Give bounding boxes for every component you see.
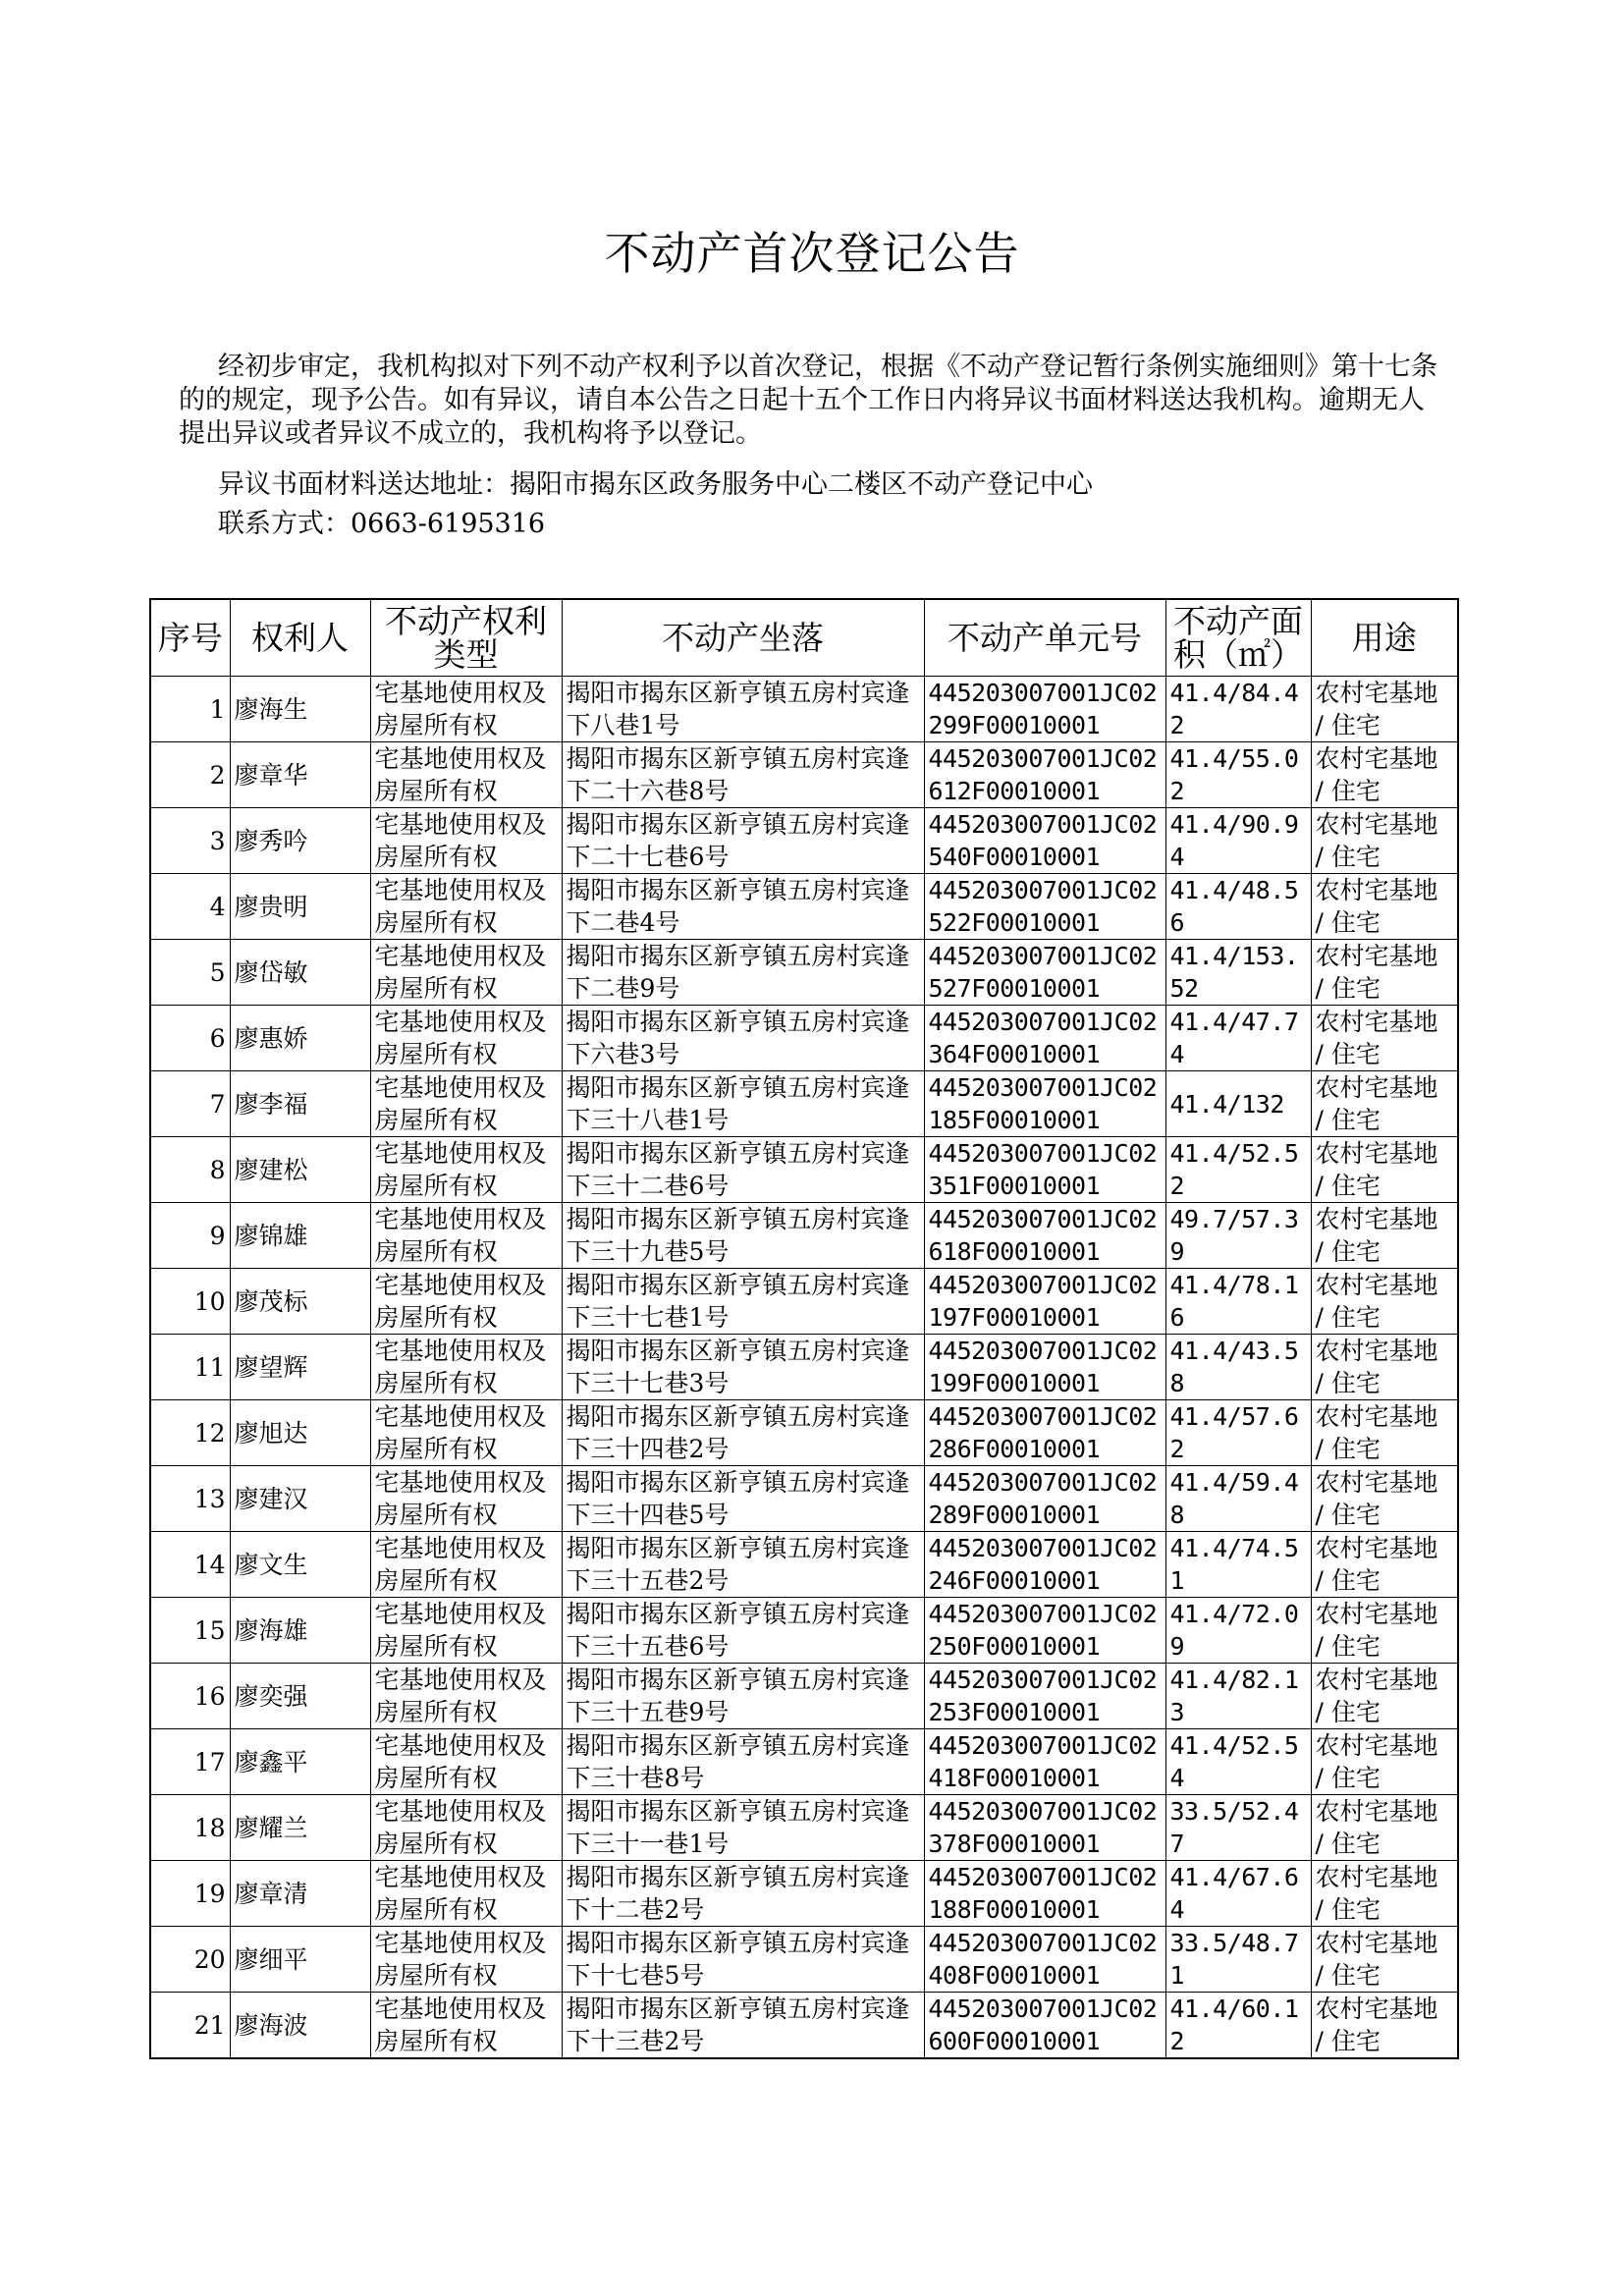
row-owner: 廖耀兰: [230, 1795, 370, 1861]
row-owner: 廖秀吟: [230, 808, 370, 874]
row-seq: 20: [150, 1927, 230, 1993]
row-owner: 廖章华: [230, 742, 370, 808]
row-seq: 18: [150, 1795, 230, 1861]
row-use: 农村宅基地 / 住宅: [1311, 1861, 1458, 1927]
row-right-type: 宅基地使用权及房屋所有权: [370, 1269, 562, 1335]
row-area: 41.4/90.94: [1165, 808, 1311, 874]
row-unit-number: 445203007001JC02246F00010001: [924, 1532, 1165, 1598]
table-row: [150, 1532, 1458, 1598]
row-location: 揭阳市揭东区新亨镇五房村宾逢下三十四巷2号: [562, 1400, 924, 1466]
table-row: [150, 742, 1458, 808]
row-seq: 3: [150, 808, 230, 874]
row-unit-number: 445203007001JC02351F00010001: [924, 1137, 1165, 1203]
row-unit-number: 445203007001JC02250F00010001: [924, 1598, 1165, 1664]
row-right-type: 宅基地使用权及房屋所有权: [370, 1466, 562, 1532]
table-row: [150, 1598, 1458, 1664]
row-right-type: 宅基地使用权及房屋所有权: [370, 677, 562, 742]
row-seq: 6: [150, 1006, 230, 1071]
row-unit-number: 445203007001JC02289F00010001: [924, 1466, 1165, 1532]
row-unit-number: 445203007001JC02378F00010001: [924, 1795, 1165, 1861]
row-area: 41.4/48.56: [1165, 874, 1311, 940]
notice-paragraph: 经初步审定，我机构拟对下列不动产权利予以首次登记，根据《不动产登记暂行条例实施细则》第十七条的的规定，现予公告。如有异议，请自本公告之日起十五个工作日内将异议书面材料送达我机构。逾期无人提出异议或者异议不成立的，我机构将予以登记。: [179, 352, 1437, 449]
row-location: 揭阳市揭东区新亨镇五房村宾逢下三十七巷3号: [562, 1335, 924, 1400]
row-use: 农村宅基地 / 住宅: [1311, 1598, 1458, 1664]
row-use: 农村宅基地 / 住宅: [1311, 940, 1458, 1006]
row-right-type: 宅基地使用权及房屋所有权: [370, 1927, 562, 1993]
row-use: 农村宅基地 / 住宅: [1311, 1335, 1458, 1400]
row-use: 农村宅基地 / 住宅: [1311, 1466, 1458, 1532]
row-unit-number: 445203007001JC02364F00010001: [924, 1006, 1165, 1071]
row-area: 41.4/59.48: [1165, 1466, 1311, 1532]
row-area: 41.4/84.42: [1165, 677, 1311, 742]
row-location: 揭阳市揭东区新亨镇五房村宾逢下三十五巷6号: [562, 1598, 924, 1664]
row-owner: 廖建松: [230, 1137, 370, 1203]
row-unit-number: 445203007001JC02199F00010001: [924, 1335, 1165, 1400]
row-unit-number: 445203007001JC02522F00010001: [924, 874, 1165, 940]
row-location: 揭阳市揭东区新亨镇五房村宾逢下三十七巷1号: [562, 1269, 924, 1335]
row-location: 揭阳市揭东区新亨镇五房村宾逢下三十五巷2号: [562, 1532, 924, 1598]
page-title: 不动产首次登记公告: [604, 227, 1020, 280]
row-use: 农村宅基地 / 住宅: [1311, 677, 1458, 742]
table-row: [150, 808, 1458, 874]
row-unit-number: 445203007001JC02540F00010001: [924, 808, 1165, 874]
table-row: [150, 1335, 1458, 1400]
row-unit-number: 445203007001JC02197F00010001: [924, 1269, 1165, 1335]
row-use: 农村宅基地 / 住宅: [1311, 1927, 1458, 1993]
row-right-type: 宅基地使用权及房屋所有权: [370, 742, 562, 808]
row-area: 41.4/82.13: [1165, 1664, 1311, 1729]
row-use: 农村宅基地 / 住宅: [1311, 742, 1458, 808]
row-right-type: 宅基地使用权及房屋所有权: [370, 1795, 562, 1861]
table-header-row: [150, 599, 1458, 677]
row-area: 41.4/67.64: [1165, 1861, 1311, 1927]
row-area: 41.4/43.58: [1165, 1335, 1311, 1400]
table-row: [150, 1861, 1458, 1927]
row-area: 41.4/74.51: [1165, 1532, 1311, 1598]
row-seq: 12: [150, 1400, 230, 1466]
row-use: 农村宅基地 / 住宅: [1311, 1729, 1458, 1795]
row-owner: 廖旭达: [230, 1400, 370, 1466]
header-use: 用途: [1311, 599, 1458, 677]
table-row: [150, 1400, 1458, 1466]
row-seq: 15: [150, 1598, 230, 1664]
row-area: 41.4/78.16: [1165, 1269, 1311, 1335]
table-row: [150, 1466, 1458, 1532]
row-owner: 廖文生: [230, 1532, 370, 1598]
row-location: 揭阳市揭东区新亨镇五房村宾逢下八巷1号: [562, 677, 924, 742]
contact-info: 联系方式：0663-6195316: [218, 509, 546, 539]
row-unit-number: 445203007001JC02527F00010001: [924, 940, 1165, 1006]
row-use: 农村宅基地 / 住宅: [1311, 1532, 1458, 1598]
row-owner: 廖望辉: [230, 1335, 370, 1400]
row-use: 农村宅基地 / 住宅: [1311, 1006, 1458, 1071]
row-right-type: 宅基地使用权及房屋所有权: [370, 1071, 562, 1137]
row-owner: 廖海生: [230, 677, 370, 742]
table-row: [150, 1203, 1458, 1269]
row-location: 揭阳市揭东区新亨镇五房村宾逢下二巷9号: [562, 940, 924, 1006]
row-location: 揭阳市揭东区新亨镇五房村宾逢下三十四巷5号: [562, 1466, 924, 1532]
table-row: [150, 1664, 1458, 1729]
row-owner: 廖海波: [230, 1993, 370, 2059]
row-use: 农村宅基地 / 住宅: [1311, 1400, 1458, 1466]
row-area: 41.4/132: [1165, 1071, 1311, 1137]
table-row: [150, 1071, 1458, 1137]
row-seq: 11: [150, 1335, 230, 1400]
row-location: 揭阳市揭东区新亨镇五房村宾逢下十三巷2号: [562, 1993, 924, 2059]
row-area: 41.4/52.54: [1165, 1729, 1311, 1795]
row-right-type: 宅基地使用权及房屋所有权: [370, 808, 562, 874]
row-owner: 廖惠娇: [230, 1006, 370, 1071]
row-location: 揭阳市揭东区新亨镇五房村宾逢下三十九巷5号: [562, 1203, 924, 1269]
row-location: 揭阳市揭东区新亨镇五房村宾逢下十二巷2号: [562, 1861, 924, 1927]
row-seq: 13: [150, 1466, 230, 1532]
objection-address: 异议书面材料送达地址：揭阳市揭东区政务服务中心二楼区不动产登记中心: [218, 469, 1093, 500]
row-area: 33.5/52.47: [1165, 1795, 1311, 1861]
row-unit-number: 445203007001JC02618F00010001: [924, 1203, 1165, 1269]
row-unit-number: 445203007001JC02418F00010001: [924, 1729, 1165, 1795]
row-location: 揭阳市揭东区新亨镇五房村宾逢下三十五巷9号: [562, 1664, 924, 1729]
row-right-type: 宅基地使用权及房屋所有权: [370, 1729, 562, 1795]
table-row: [150, 1795, 1458, 1861]
row-use: 农村宅基地 / 住宅: [1311, 1269, 1458, 1335]
row-seq: 4: [150, 874, 230, 940]
row-use: 农村宅基地 / 住宅: [1311, 1071, 1458, 1137]
row-right-type: 宅基地使用权及房屋所有权: [370, 874, 562, 940]
row-owner: 廖海雄: [230, 1598, 370, 1664]
row-area: 41.4/57.62: [1165, 1400, 1311, 1466]
header-right-type: 不动产权利类型: [370, 599, 562, 677]
row-unit-number: 445203007001JC02253F00010001: [924, 1664, 1165, 1729]
row-seq: 14: [150, 1532, 230, 1598]
row-owner: 廖茂标: [230, 1269, 370, 1335]
row-use: 农村宅基地 / 住宅: [1311, 1664, 1458, 1729]
table-row: [150, 1927, 1458, 1993]
registration-table: [149, 598, 1459, 2059]
row-owner: 廖章清: [230, 1861, 370, 1927]
row-seq: 5: [150, 940, 230, 1006]
header-owner: 权利人: [230, 599, 370, 677]
row-right-type: 宅基地使用权及房屋所有权: [370, 1664, 562, 1729]
row-right-type: 宅基地使用权及房屋所有权: [370, 1006, 562, 1071]
row-seq: 19: [150, 1861, 230, 1927]
header-unit-number: 不动产单元号: [924, 599, 1165, 677]
row-area: 41.4/55.02: [1165, 742, 1311, 808]
row-owner: 廖建汉: [230, 1466, 370, 1532]
row-use: 农村宅基地 / 住宅: [1311, 1993, 1458, 2059]
row-right-type: 宅基地使用权及房屋所有权: [370, 1532, 562, 1598]
row-owner: 廖李福: [230, 1071, 370, 1137]
table-row: [150, 1006, 1458, 1071]
table-row: [150, 1993, 1458, 2059]
row-seq: 10: [150, 1269, 230, 1335]
row-area: 41.4/72.09: [1165, 1598, 1311, 1664]
header-area: 不动产面积（㎡）: [1165, 599, 1311, 677]
row-location: 揭阳市揭东区新亨镇五房村宾逢下三十八巷1号: [562, 1071, 924, 1137]
row-location: 揭阳市揭东区新亨镇五房村宾逢下三十一巷1号: [562, 1795, 924, 1861]
row-use: 农村宅基地 / 住宅: [1311, 1137, 1458, 1203]
row-use: 农村宅基地 / 住宅: [1311, 874, 1458, 940]
table-row: [150, 677, 1458, 742]
row-owner: 廖鑫平: [230, 1729, 370, 1795]
row-area: 41.4/47.74: [1165, 1006, 1311, 1071]
row-area: 41.4/52.52: [1165, 1137, 1311, 1203]
row-use: 农村宅基地 / 住宅: [1311, 808, 1458, 874]
row-seq: 17: [150, 1729, 230, 1795]
row-owner: 廖贵明: [230, 874, 370, 940]
row-seq: 16: [150, 1664, 230, 1729]
row-location: 揭阳市揭东区新亨镇五房村宾逢下二十七巷6号: [562, 808, 924, 874]
table-row: [150, 874, 1458, 940]
row-owner: 廖岱敏: [230, 940, 370, 1006]
header-seq: 序号: [150, 599, 230, 677]
table-row: [150, 1269, 1458, 1335]
row-right-type: 宅基地使用权及房屋所有权: [370, 1598, 562, 1664]
row-owner: 廖锦雄: [230, 1203, 370, 1269]
row-right-type: 宅基地使用权及房屋所有权: [370, 1203, 562, 1269]
row-unit-number: 445203007001JC02299F00010001: [924, 677, 1165, 742]
row-unit-number: 445203007001JC02600F00010001: [924, 1993, 1165, 2059]
row-use: 农村宅基地 / 住宅: [1311, 1795, 1458, 1861]
header-location: 不动产坐落: [562, 599, 924, 677]
row-right-type: 宅基地使用权及房屋所有权: [370, 1400, 562, 1466]
row-area: 41.4/153.52: [1165, 940, 1311, 1006]
row-seq: 7: [150, 1071, 230, 1137]
row-owner: 廖奕强: [230, 1664, 370, 1729]
row-unit-number: 445203007001JC02188F00010001: [924, 1861, 1165, 1927]
row-right-type: 宅基地使用权及房屋所有权: [370, 940, 562, 1006]
row-seq: 9: [150, 1203, 230, 1269]
row-seq: 1: [150, 677, 230, 742]
row-unit-number: 445203007001JC02286F00010001: [924, 1400, 1165, 1466]
row-right-type: 宅基地使用权及房屋所有权: [370, 1335, 562, 1400]
row-seq: 21: [150, 1993, 230, 2059]
row-unit-number: 445203007001JC02408F00010001: [924, 1927, 1165, 1993]
row-unit-number: 445203007001JC02612F00010001: [924, 742, 1165, 808]
row-area: 33.5/48.71: [1165, 1927, 1311, 1993]
row-location: 揭阳市揭东区新亨镇五房村宾逢下三十二巷6号: [562, 1137, 924, 1203]
table-row: [150, 1137, 1458, 1203]
row-location: 揭阳市揭东区新亨镇五房村宾逢下三十巷8号: [562, 1729, 924, 1795]
row-owner: 廖细平: [230, 1927, 370, 1993]
table-row: [150, 1729, 1458, 1795]
row-area: 41.4/60.12: [1165, 1993, 1311, 2059]
row-location: 揭阳市揭东区新亨镇五房村宾逢下二十六巷8号: [562, 742, 924, 808]
row-location: 揭阳市揭东区新亨镇五房村宾逢下六巷3号: [562, 1006, 924, 1071]
row-seq: 8: [150, 1137, 230, 1203]
row-unit-number: 445203007001JC02185F00010001: [924, 1071, 1165, 1137]
row-use: 农村宅基地 / 住宅: [1311, 1203, 1458, 1269]
row-area: 49.7/57.39: [1165, 1203, 1311, 1269]
row-seq: 2: [150, 742, 230, 808]
row-location: 揭阳市揭东区新亨镇五房村宾逢下十七巷5号: [562, 1927, 924, 1993]
row-right-type: 宅基地使用权及房屋所有权: [370, 1137, 562, 1203]
row-right-type: 宅基地使用权及房屋所有权: [370, 1993, 562, 2059]
row-right-type: 宅基地使用权及房屋所有权: [370, 1861, 562, 1927]
table-row: [150, 940, 1458, 1006]
row-location: 揭阳市揭东区新亨镇五房村宾逢下二巷4号: [562, 874, 924, 940]
